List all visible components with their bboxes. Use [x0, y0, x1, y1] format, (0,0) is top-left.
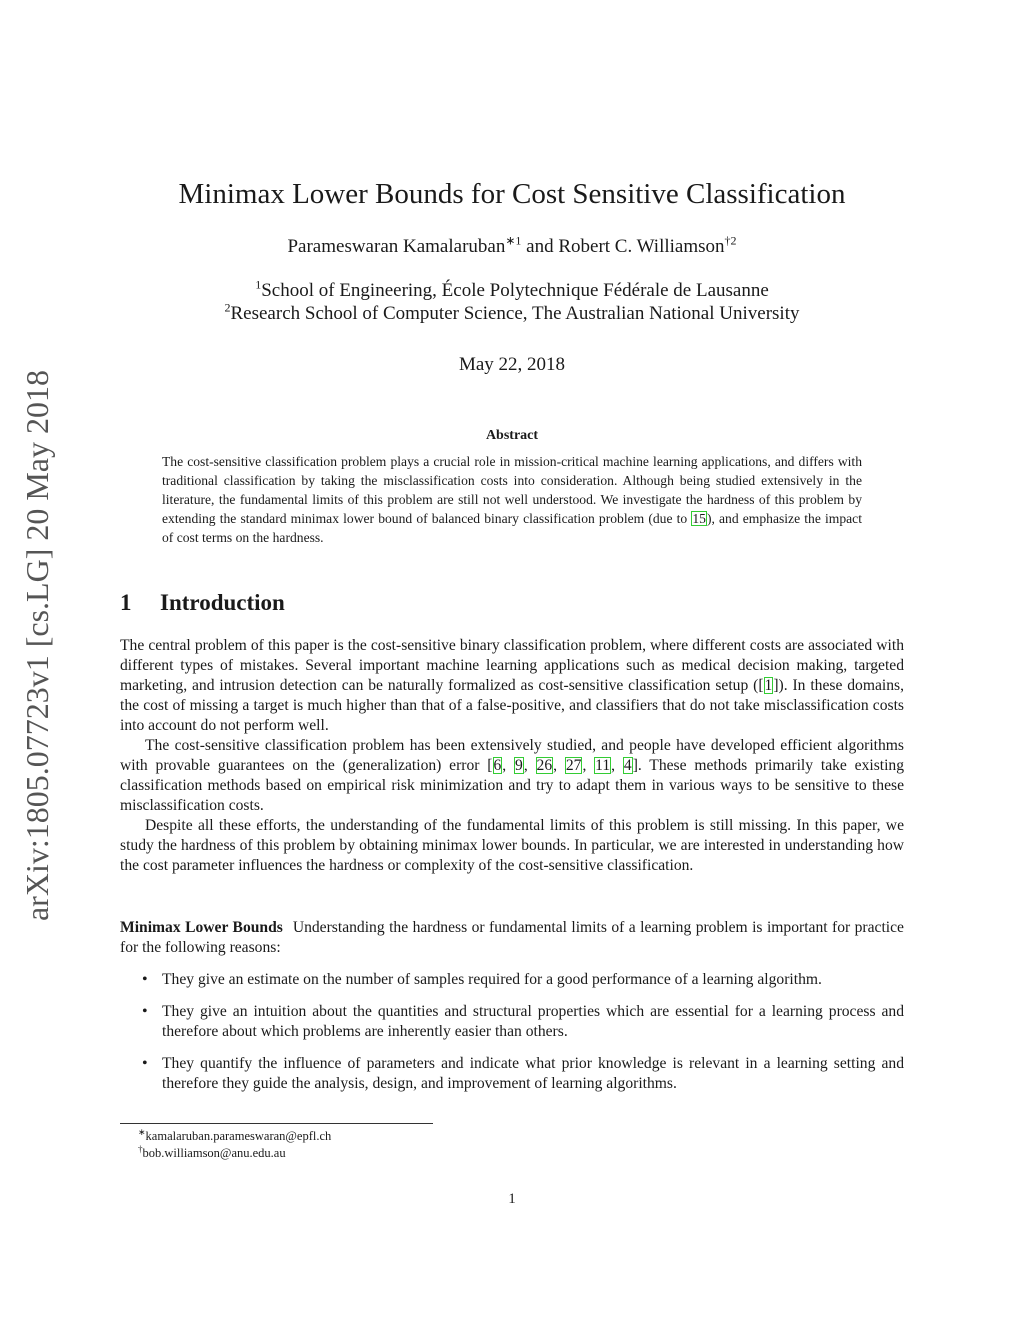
citation-link[interactable]: 4: [623, 757, 632, 774]
paragraph-2: The cost-sensitive classification problem has been extensively studied, and people have developed efficient algorithms with provable guarantees on the (generalization) error [6, 9, 26, 27, 11, 4]. These methods primarily take existing classification methods based on empirical risk minimization and try to adapt them in various ways to be sensitive to these misclassification costs.: [120, 737, 905, 814]
intro-body: [120, 636, 904, 876]
affiliation-2: [0, 300, 1024, 325]
footnotes: [138, 1128, 331, 1162]
footnote-mark: †: [138, 1143, 143, 1154]
page-number: 1: [508, 1191, 516, 1207]
list-item: • They quantify the influence of parameters and indicate what prior knowledge is relevant in a learning setting and therefore they guide the analysis, design, and improvement of learning algorithms.: [120, 1054, 904, 1094]
citation-link[interactable]: 1: [764, 677, 773, 694]
affiliation-1: [0, 277, 1024, 302]
author-1-marks: ∗1: [505, 233, 522, 248]
arxiv-identifier: arXiv:1805.07723v1 [cs.LG] 20 May 2018: [19, 369, 56, 921]
citation-link[interactable]: 9: [515, 757, 523, 774]
runin-heading: Minimax Lower Bounds: [120, 919, 283, 936]
author-2: Robert C. Williamson: [558, 236, 725, 257]
paragraph-3: Despite all these efforts, the understanding of the fundamental limits of this problem is still missing. In this paper, we study the hardness of this problem by obtaining minimax lower bounds. In particular, we are interested in understanding how the cost parameter influences the hardness or complexity of the cost-sensitive classification.: [120, 817, 904, 874]
citation-link[interactable]: 15: [692, 511, 706, 526]
affiliation-1-mark: 1: [255, 277, 262, 292]
paragraph-text: ]). In these domains, the cost of missing a target is much higher than that of a false-positive, and classifiers that do not take misclassification costs into account do not perform well.: [120, 677, 904, 734]
bullet-list-container: [120, 970, 904, 1106]
abstract-text-after: ), and emphasize the impact of cost terms on the hardness.: [162, 511, 862, 545]
section-title: Introduction: [160, 590, 285, 615]
paper-title: Minimax Lower Bounds for Cost Sensitive Classification: [178, 178, 846, 210]
paragraph-text: The central problem of this paper is the cost-sensitive binary classification problem, where different costs are associated with different types of mistakes. Several important machine learning applications such as medical decision making, targeted marketing, and intrusion detection can be naturally formalized as cost-sensitive classification setup ([: [120, 637, 904, 694]
paragraph-text: Understanding the hardness or fundamental limits of a learning problem is important for practice for the following reasons:: [120, 919, 904, 956]
affiliation-1-text: School of Engineering, École Polytechnique Fédérale de Lausanne: [261, 280, 769, 301]
list-item: • They give an intuition about the quantities and structural properties which are essential for a learning process and therefore about which problems are inherently easier than others.: [120, 1002, 904, 1042]
footnote-rule: [120, 1123, 433, 1124]
footnote-1: [138, 1128, 331, 1145]
author-line: [0, 233, 1024, 258]
minimax-paragraph: [120, 918, 904, 958]
citation-link[interactable]: 27: [565, 757, 582, 774]
footnote-email: kamalaruban.parameswaran@epfl.ch: [145, 1129, 332, 1143]
footnote-mark: ∗: [138, 1126, 146, 1137]
paragraph-4: [120, 918, 904, 958]
footnote-2: [138, 1145, 331, 1162]
citation-link[interactable]: 26: [536, 757, 553, 774]
abstract-heading: Abstract: [485, 428, 539, 443]
section-heading: [120, 590, 285, 616]
section-number: 1: [120, 590, 132, 615]
paragraph-text: ]. These methods primarily take existing classification methods based on empirical risk minimization and try to adapt them in various ways to be sensitive to these misclassification costs.: [120, 757, 905, 814]
author-joiner: and: [521, 236, 559, 257]
paragraph-1: [120, 636, 904, 736]
affiliation-2-text: Research School of Computer Science, The Australian National University: [230, 303, 800, 324]
affiliation-2-mark: 2: [224, 300, 231, 315]
list-item: • They give an estimate on the number of samples required for a good performance of a learning algorithm.: [120, 970, 904, 990]
abstract-text-before: The cost-sensitive classification problem plays a crucial role in mission-critical machine learning applications, and differs with traditional classification by taking the misclassification costs into consideration. Although being studied extensively in the literature, the fundamental limits of this problem are still not well understood. We investigate the hardness of this problem by extending the standard minimax lower bound of balanced binary classification problem (due to: [162, 454, 862, 526]
author-1: Parameswaran Kamalaruban: [287, 236, 506, 257]
footnote-email: bob.williamson@anu.edu.au: [142, 1146, 286, 1160]
bullet-list: [120, 970, 904, 1094]
citation-link[interactable]: 6: [493, 757, 502, 774]
citation-link[interactable]: 11: [595, 757, 611, 774]
author-2-marks: †2: [724, 233, 737, 248]
abstract-body: [162, 452, 862, 547]
paragraph-text: The cost-sensitive classification problem has been extensively studied, and people have developed efficient algorithms with provable guarantees on the (generalization) error [: [120, 737, 904, 774]
paper-date: May 22, 2018: [458, 354, 566, 375]
